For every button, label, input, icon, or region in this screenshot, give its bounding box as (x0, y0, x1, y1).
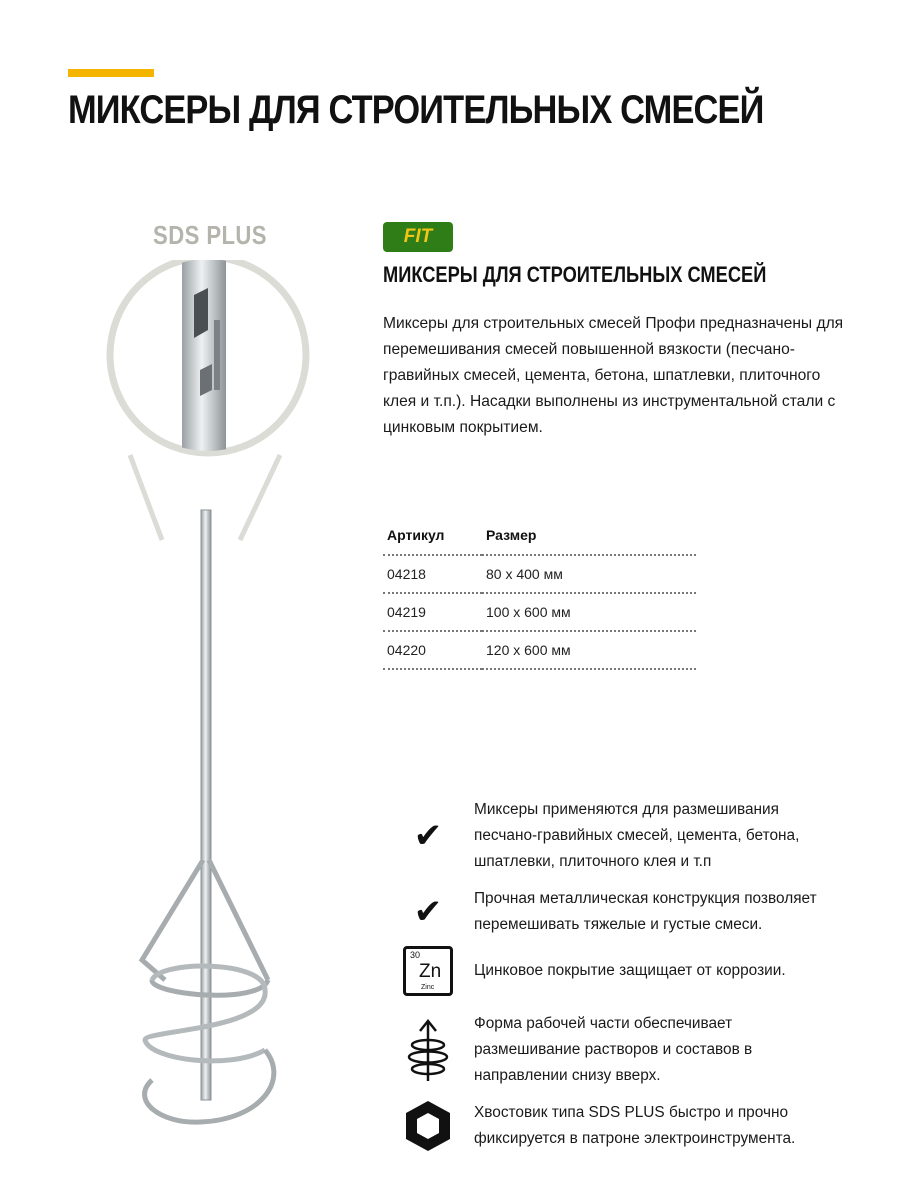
zinc-atomic-number: 30 (410, 950, 421, 960)
table-header-row (383, 516, 696, 555)
feature-item (400, 884, 834, 940)
column-header-article: Артикул (383, 516, 482, 555)
feature-item (400, 797, 834, 875)
fit-brand-logo (383, 222, 453, 252)
table-row (383, 555, 696, 593)
check-icon: ✔ (413, 893, 443, 931)
sds-plus-label: SDS PLUS (153, 220, 267, 250)
feature-text: Хвостовик типа SDS PLUS быстро и прочно фиксируется в патроне электроинструмента. (474, 1104, 796, 1147)
brand-logo-text: FIT (403, 226, 433, 247)
feature-text: Цинковое покрытие защищает от коррозии. (474, 962, 786, 979)
page-title: МИКСЕРЫ ДЛЯ СТРОИТЕЛЬНЫХ СМЕСЕЙ (68, 88, 764, 132)
spiral-arrow-up-icon (400, 1022, 456, 1078)
column-header-size: Размер (482, 516, 696, 555)
accent-bar (68, 69, 154, 77)
zinc-symbol: Zn (419, 961, 442, 982)
feature-item (400, 1098, 834, 1154)
feature-text: Прочная металлическая конструкция позволяет перемешивать тяжелые и густые смеси. (474, 890, 817, 933)
size-cell: 120 х 600 мм (482, 631, 696, 669)
check-icon: ✔ (413, 817, 443, 855)
feature-text: Миксеры применяются для размешивания песчано-гравийных смесей, цемента, бетона, шпатлевки, плиточного клея и т.п (474, 801, 800, 870)
feature-item (400, 943, 834, 999)
mixer-product-image (90, 260, 350, 1140)
article-cell: 04220 (383, 631, 482, 669)
size-cell: 100 х 600 мм (482, 593, 696, 631)
article-cell: 04218 (383, 555, 482, 593)
product-description: Миксеры для строительных смесей Профи предназначены для перемешивания смесей повышенной вязкости (песчано-гравийных смесей, цемента, бетона, шпатлевки, плиточного клея и т.п.). Насадки выполнены из инструментальной стали с цинковым покрытием. (383, 315, 844, 436)
hex-nut-icon (400, 1098, 456, 1154)
size-cell: 80 х 400 мм (482, 555, 696, 593)
zinc-name: Zinc (421, 984, 435, 991)
feature-text: Форма рабочей части обеспечивает размешивание растворов и составов в направлении снизу вверх. (474, 1015, 753, 1084)
table-row (383, 593, 696, 631)
zinc-element-icon (400, 943, 456, 999)
section-title: МИКСЕРЫ ДЛЯ СТРОИТЕЛЬНЫХ СМЕСЕЙ (383, 262, 767, 287)
feature-item (400, 1011, 834, 1089)
spec-table (383, 516, 696, 670)
table-row (383, 631, 696, 669)
article-cell: 04219 (383, 593, 482, 631)
